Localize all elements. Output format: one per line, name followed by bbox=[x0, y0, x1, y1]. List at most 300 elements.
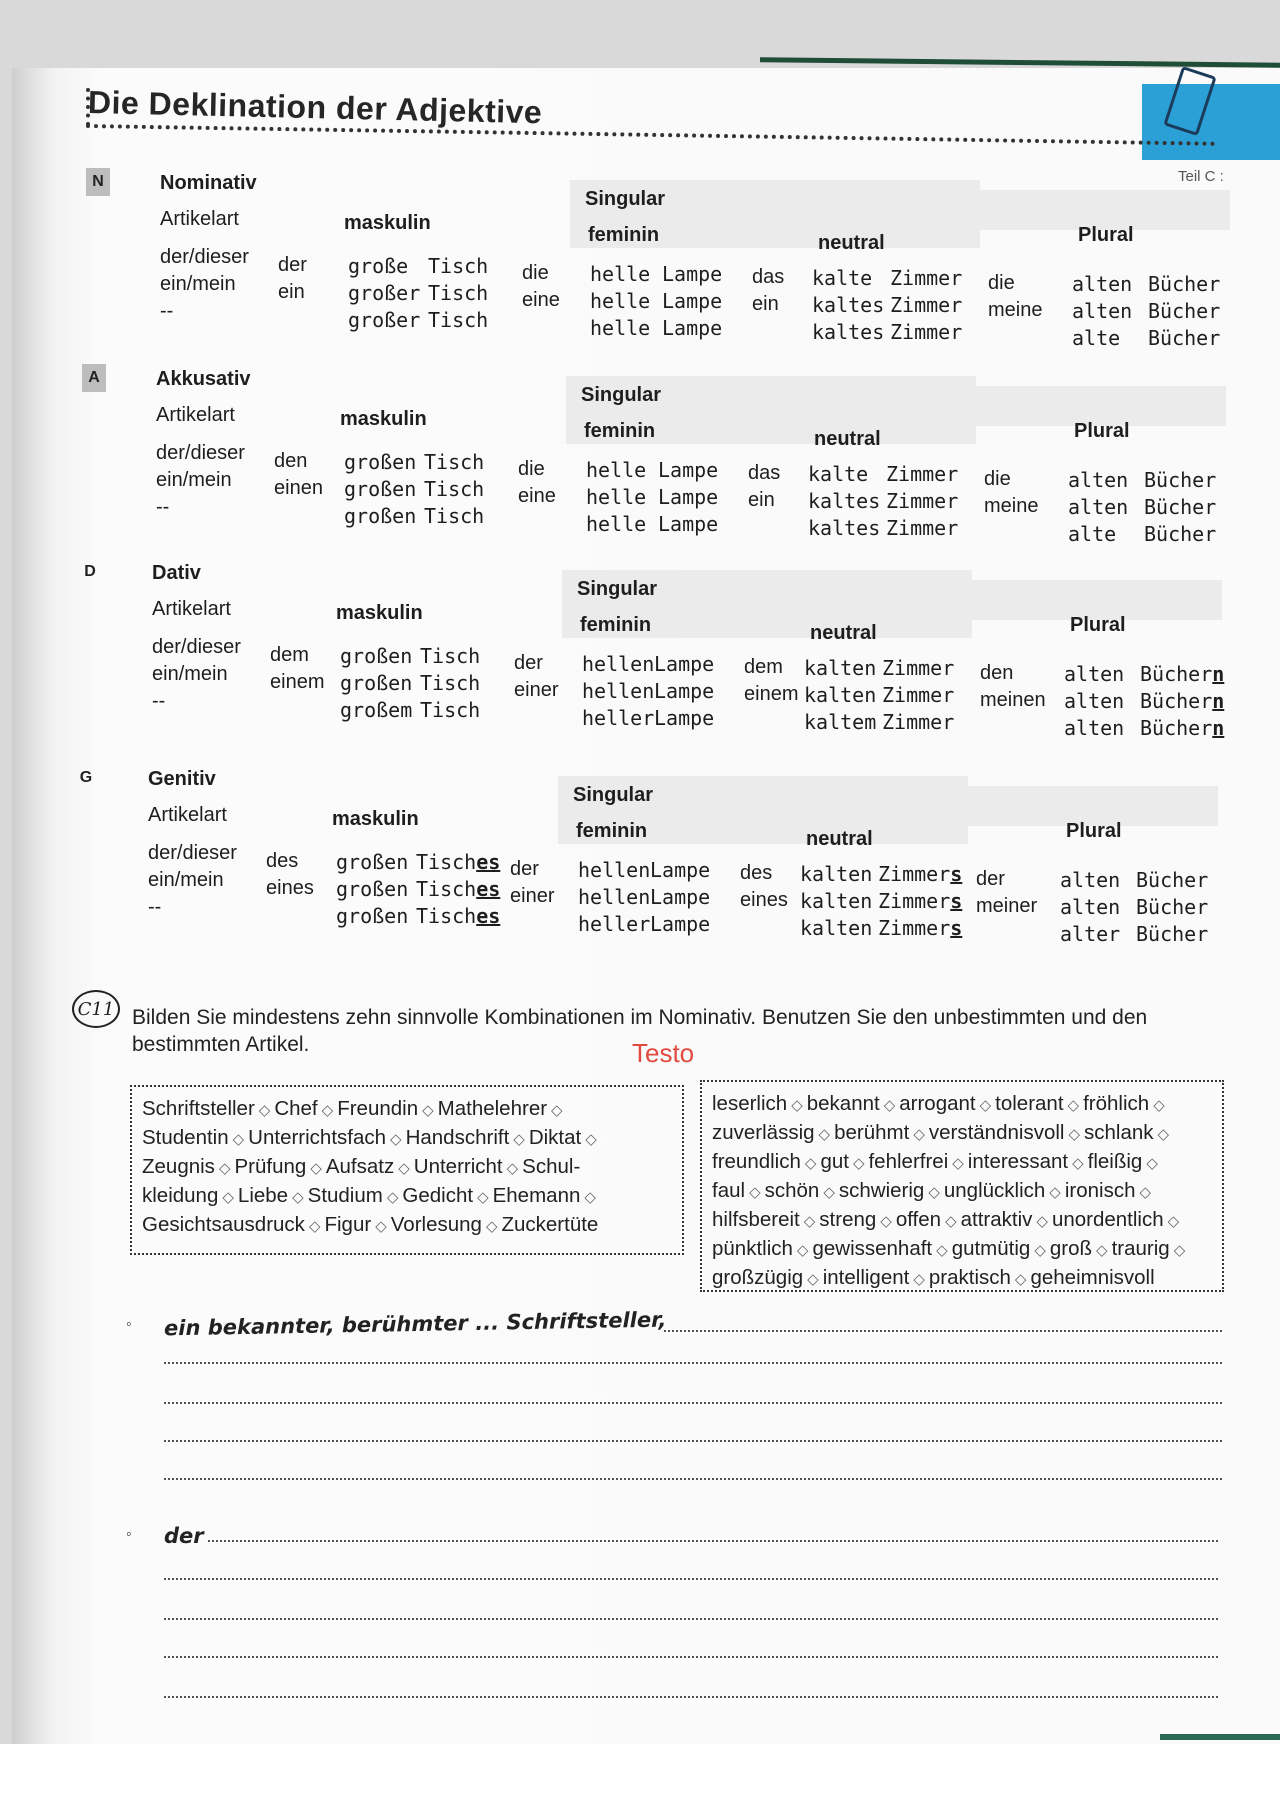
noun-cell: Zimmers bbox=[878, 889, 963, 913]
neut-article: des bbox=[740, 862, 773, 884]
fem-adjective: helle bbox=[586, 512, 647, 536]
noun-cell: Zimmer bbox=[882, 683, 955, 707]
neut-adjective: kalten bbox=[800, 862, 873, 886]
word-item: verständnisvoll bbox=[928, 1121, 1065, 1144]
masc-adjective: großen bbox=[336, 904, 409, 928]
noun-cell: Lampe bbox=[662, 289, 723, 313]
word-item: Studentin bbox=[142, 1126, 229, 1149]
separator-diamond-icon: ◇ bbox=[506, 1160, 519, 1177]
separator-diamond-icon: ◇ bbox=[585, 1131, 597, 1148]
case-letter-badge: N bbox=[86, 168, 110, 196]
case-block-dativ bbox=[0, 562, 1280, 762]
fem-adjective: helle bbox=[586, 485, 647, 509]
word-item: Schul- bbox=[522, 1155, 581, 1178]
singular-header: Singular bbox=[577, 578, 658, 600]
fem-adjective: helle bbox=[590, 262, 651, 286]
word-item: arrogant bbox=[899, 1092, 976, 1115]
noun-cell: Zimmer bbox=[882, 656, 955, 680]
word-item: Zeugnis bbox=[142, 1155, 215, 1178]
separator-diamond-icon: ◇ bbox=[945, 1213, 957, 1230]
noun-ending: es bbox=[476, 850, 501, 874]
noun-cell: Lampe bbox=[658, 512, 719, 536]
fem-article: der bbox=[514, 652, 543, 674]
case-letter-badge: D bbox=[84, 563, 96, 580]
noun-cell: Tisch bbox=[424, 450, 485, 474]
noun-cell: Lampe bbox=[662, 316, 723, 340]
word-item: fröhlich bbox=[1083, 1092, 1150, 1115]
separator-diamond-icon: ◇ bbox=[386, 1189, 399, 1206]
noun-cell: Tisch bbox=[420, 644, 481, 668]
article-type: ein/mein bbox=[152, 663, 228, 685]
word-item: Diktat bbox=[528, 1126, 582, 1149]
case-name: Genitiv bbox=[148, 768, 216, 790]
word-item: Prüfung bbox=[234, 1155, 307, 1178]
separator-diamond-icon: ◇ bbox=[477, 1189, 489, 1206]
fem-adjective: heller bbox=[582, 706, 655, 730]
green-rule bbox=[760, 57, 1280, 67]
separator-diamond-icon: ◇ bbox=[823, 1184, 835, 1201]
word-item: Figur bbox=[324, 1213, 372, 1236]
neut-adjective: kaltes bbox=[808, 489, 881, 513]
word-item: geheimnisvoll bbox=[1030, 1266, 1155, 1289]
article-type: ein/mein bbox=[148, 869, 224, 891]
plur-adjective: alten bbox=[1068, 495, 1129, 519]
plur-adjective: alten bbox=[1060, 895, 1121, 919]
answer-line[interactable] bbox=[164, 1618, 1218, 1620]
separator-diamond-icon: ◇ bbox=[1153, 1097, 1165, 1114]
neutral-header: neutral bbox=[806, 828, 873, 850]
noun-cell: Tisch bbox=[428, 308, 489, 332]
noun-cell: Lampe bbox=[658, 458, 719, 482]
neut-adjective: kaltes bbox=[812, 320, 885, 344]
masc-adjective: große bbox=[348, 254, 409, 278]
word-item: freundlich bbox=[712, 1150, 801, 1173]
feminin-header: feminin bbox=[588, 224, 660, 246]
fem-adjective: hellen bbox=[578, 858, 651, 882]
neut-adjective: kalte bbox=[812, 266, 873, 290]
masc-adjective: großen bbox=[344, 450, 417, 474]
singular-header: Singular bbox=[573, 784, 654, 806]
case-block-genitiv bbox=[0, 768, 1280, 968]
fem-adjective: helle bbox=[586, 458, 647, 482]
answer-line[interactable] bbox=[664, 1330, 1222, 1332]
noun-ending: es bbox=[476, 904, 501, 928]
separator-diamond-icon: ◇ bbox=[1157, 1126, 1170, 1143]
separator-diamond-icon: ◇ bbox=[258, 1102, 271, 1119]
word-item: attraktiv bbox=[960, 1208, 1033, 1231]
noun-cell: Lampe bbox=[662, 262, 723, 286]
article-type: der/dieser bbox=[156, 442, 245, 464]
article-type: der/dieser bbox=[152, 636, 241, 658]
neut-article: dem bbox=[744, 656, 783, 678]
separator-diamond-icon: ◇ bbox=[422, 1102, 434, 1119]
separator-diamond-icon: ◇ bbox=[390, 1131, 402, 1148]
noun-cell: Tisch bbox=[424, 504, 485, 528]
separator-diamond-icon: ◇ bbox=[749, 1184, 761, 1201]
separator-diamond-icon: ◇ bbox=[232, 1131, 245, 1148]
word-item: praktisch bbox=[928, 1266, 1011, 1289]
case-letter-badge: G bbox=[79, 769, 93, 786]
answer-line[interactable] bbox=[164, 1440, 1222, 1442]
noun-cell: Zimmer bbox=[886, 489, 959, 513]
page-background-bottom bbox=[0, 1744, 1280, 1811]
fem-article: der bbox=[510, 858, 539, 880]
noun-ending: n bbox=[1212, 662, 1225, 686]
separator-diamond-icon: ◇ bbox=[222, 1189, 234, 1206]
word-item: Unterrichtsfach bbox=[248, 1126, 387, 1149]
masc-adjective: großen bbox=[340, 644, 413, 668]
word-item: intelligent bbox=[822, 1266, 910, 1289]
example-answer-start: der bbox=[164, 1524, 204, 1548]
word-item: traurig bbox=[1111, 1237, 1170, 1260]
article-type: -- bbox=[152, 690, 166, 712]
answer-line[interactable] bbox=[164, 1696, 1218, 1698]
fem-article: die bbox=[522, 262, 549, 284]
word-item: Unterricht bbox=[413, 1155, 503, 1178]
plural-header: Plural bbox=[1078, 224, 1134, 246]
case-block-nominativ bbox=[0, 172, 1280, 372]
annotation-text: Testo bbox=[632, 1038, 695, 1068]
masc-adjective: großer bbox=[348, 308, 421, 332]
plur-adjective: alten bbox=[1068, 468, 1129, 492]
word-item: großzügig bbox=[712, 1266, 804, 1289]
example-answer: ein bekannter, berühmter ... Schriftsteller, bbox=[163, 1307, 667, 1341]
word-item: Freundin bbox=[337, 1097, 419, 1120]
singular-header: Singular bbox=[585, 188, 666, 210]
neut-article: eines bbox=[740, 889, 788, 911]
case-name: Akkusativ bbox=[156, 368, 251, 390]
neut-adjective: kaltes bbox=[812, 293, 885, 317]
neut-article: ein bbox=[752, 293, 779, 315]
neut-adjective: kalten bbox=[800, 916, 873, 940]
noun-cell: Zimmer bbox=[890, 266, 963, 290]
noun-cell: Bücher bbox=[1136, 922, 1209, 946]
separator-diamond-icon: ◇ bbox=[551, 1102, 563, 1119]
plur-article: meinen bbox=[980, 689, 1046, 711]
plur-adjective: alten bbox=[1072, 272, 1133, 296]
word-item: kleidung bbox=[142, 1184, 219, 1207]
separator-diamond-icon: ◇ bbox=[1034, 1242, 1046, 1259]
noun-cell: Bücher bbox=[1148, 272, 1221, 296]
chapter-tab bbox=[1142, 84, 1280, 160]
separator-diamond-icon: ◇ bbox=[880, 1213, 892, 1230]
word-item: schwierig bbox=[838, 1179, 925, 1202]
exercise-instruction: Bilden Sie mindestens zehn sinnvolle Kombinationen im Nominativ. Benutzen Sie den unbestimmten und den bestimmten Artikel. bbox=[132, 1006, 1148, 1056]
plur-adjective: alten bbox=[1064, 662, 1125, 686]
answer-line[interactable] bbox=[164, 1656, 1218, 1658]
neut-article: das bbox=[752, 266, 785, 288]
separator-diamond-icon: ◇ bbox=[1072, 1155, 1084, 1172]
section-label: Teil C : bbox=[1178, 168, 1224, 185]
noun-cell: Tisch bbox=[420, 671, 481, 695]
separator-diamond-icon: ◇ bbox=[913, 1271, 925, 1288]
separator-diamond-icon: ◇ bbox=[803, 1213, 816, 1230]
article-type: ein/mein bbox=[156, 469, 232, 491]
noun-cell: Tisch bbox=[428, 254, 489, 278]
word-item: berühmt bbox=[834, 1121, 910, 1144]
separator-diamond-icon: ◇ bbox=[979, 1097, 992, 1114]
separator-diamond-icon: ◇ bbox=[321, 1102, 334, 1119]
plur-article: meine bbox=[984, 495, 1039, 517]
answer-line[interactable] bbox=[164, 1578, 1218, 1580]
artikelart-label: Artikelart bbox=[156, 404, 235, 426]
separator-diamond-icon: ◇ bbox=[796, 1242, 809, 1259]
word-item: zuverlässig bbox=[712, 1121, 815, 1144]
plural-header: Plural bbox=[1066, 820, 1122, 842]
separator-diamond-icon: ◇ bbox=[308, 1218, 321, 1235]
fem-adjective: helle bbox=[590, 316, 651, 340]
plur-article: den bbox=[980, 662, 1014, 684]
word-item: bekannt bbox=[806, 1092, 880, 1115]
noun-cell: Zimmer bbox=[890, 293, 963, 317]
word-item: gewissenhaft bbox=[812, 1237, 933, 1260]
separator-diamond-icon: ◇ bbox=[513, 1131, 525, 1148]
noun-cell: Zimmer bbox=[890, 320, 963, 344]
separator-diamond-icon: ◇ bbox=[791, 1097, 803, 1114]
noun-cell: Zimmers bbox=[878, 862, 963, 886]
article-type: der/dieser bbox=[160, 246, 249, 268]
masc-article: ein bbox=[278, 281, 305, 303]
separator-diamond-icon: ◇ bbox=[1167, 1213, 1180, 1230]
feminin-header: feminin bbox=[576, 820, 648, 842]
noun-cell: Zimmer bbox=[882, 710, 955, 734]
fem-adjective: hellen bbox=[578, 885, 651, 909]
exercise-number: C11 bbox=[72, 990, 120, 1028]
masc-article: der bbox=[278, 254, 307, 276]
masc-adjective: großer bbox=[348, 281, 421, 305]
fem-article: eine bbox=[518, 485, 556, 507]
separator-diamond-icon: ◇ bbox=[883, 1097, 896, 1114]
noun-cell: Lampe bbox=[650, 912, 711, 936]
separator-diamond-icon: ◇ bbox=[1036, 1213, 1048, 1230]
fem-adjective: hellen bbox=[582, 679, 655, 703]
masc-adjective: großen bbox=[336, 877, 409, 901]
artikelart-label: Artikelart bbox=[160, 208, 239, 230]
separator-diamond-icon: ◇ bbox=[1096, 1242, 1108, 1259]
word-item: faul bbox=[712, 1179, 746, 1202]
neut-adjective: kalte bbox=[808, 462, 869, 486]
page-title: Die Deklination der Adjektive bbox=[87, 84, 543, 131]
word-item: Zuckertüte bbox=[501, 1213, 599, 1236]
word-item: Gedicht bbox=[402, 1184, 474, 1207]
noun-cell: Bücher bbox=[1144, 468, 1217, 492]
word-item: Gesichtsausdruck bbox=[142, 1213, 305, 1236]
adjective-word-box bbox=[700, 1080, 1224, 1292]
neutral-header: neutral bbox=[818, 232, 885, 254]
article-type: -- bbox=[148, 896, 162, 918]
answer-line[interactable] bbox=[164, 1478, 1222, 1480]
word-item: Vorlesung bbox=[390, 1213, 482, 1236]
plur-adjective: alten bbox=[1060, 868, 1121, 892]
case-name: Dativ bbox=[152, 562, 201, 584]
masc-article: des bbox=[266, 850, 299, 872]
word-item: Aufsatz bbox=[325, 1155, 395, 1178]
separator-diamond-icon: ◇ bbox=[928, 1184, 940, 1201]
maskulin-header: maskulin bbox=[344, 212, 431, 234]
green-rule-bottom bbox=[1160, 1734, 1280, 1740]
separator-diamond-icon: ◇ bbox=[1173, 1242, 1186, 1259]
noun-ending: n bbox=[1212, 716, 1225, 740]
separator-diamond-icon: ◇ bbox=[1049, 1184, 1061, 1201]
masc-adjective: großen bbox=[336, 850, 409, 874]
singular-header: Singular bbox=[581, 384, 662, 406]
separator-diamond-icon: ◇ bbox=[804, 1155, 817, 1172]
plur-adjective: alte bbox=[1068, 522, 1117, 546]
noun-cell: Lampe bbox=[654, 652, 715, 676]
article-type: -- bbox=[160, 300, 174, 322]
noun-word-box bbox=[130, 1085, 684, 1255]
separator-diamond-icon: ◇ bbox=[375, 1218, 387, 1235]
separator-diamond-icon: ◇ bbox=[936, 1242, 948, 1259]
word-item: unordentlich bbox=[1051, 1208, 1164, 1231]
neut-adjective: kaltes bbox=[808, 516, 881, 540]
noun-ending: n bbox=[1212, 689, 1225, 713]
noun-cell: Lampe bbox=[650, 885, 711, 909]
plur-article: meiner bbox=[976, 895, 1038, 917]
neut-article: das bbox=[748, 462, 781, 484]
plur-article: meine bbox=[988, 299, 1043, 321]
neut-adjective: kalten bbox=[804, 656, 877, 680]
word-item: gut bbox=[820, 1150, 849, 1173]
answer-line[interactable] bbox=[164, 1362, 1222, 1364]
noun-cell: Lampe bbox=[654, 706, 715, 730]
maskulin-header: maskulin bbox=[336, 602, 423, 624]
plur-adjective: alte bbox=[1072, 326, 1121, 350]
word-item: Handschrift bbox=[405, 1126, 510, 1149]
fem-adjective: heller bbox=[578, 912, 651, 936]
masc-adjective: großem bbox=[340, 698, 413, 722]
noun-cell: Bücher bbox=[1144, 522, 1217, 546]
separator-diamond-icon: ◇ bbox=[1014, 1271, 1027, 1288]
word-item: schlank bbox=[1084, 1121, 1154, 1144]
noun-ending: s bbox=[950, 889, 963, 913]
neut-adjective: kalten bbox=[800, 889, 873, 913]
article-type: ein/mein bbox=[160, 273, 236, 295]
word-item: unglücklich bbox=[943, 1179, 1046, 1202]
noun-cell: Tisch bbox=[420, 698, 481, 722]
plur-article: die bbox=[984, 468, 1011, 490]
noun-cell: Zimmers bbox=[878, 916, 963, 940]
word-item: Liebe bbox=[237, 1184, 289, 1207]
word-item: Chef bbox=[274, 1097, 318, 1120]
word-item: fleißig bbox=[1087, 1150, 1143, 1173]
neut-article: einem bbox=[744, 683, 799, 705]
plural-header: Plural bbox=[1070, 614, 1126, 636]
word-item: Ehemann bbox=[492, 1184, 581, 1207]
separator-diamond-icon: ◇ bbox=[292, 1189, 304, 1206]
maskulin-header: maskulin bbox=[332, 808, 419, 830]
separator-diamond-icon: ◇ bbox=[952, 1155, 964, 1172]
fem-adjective: helle bbox=[590, 289, 651, 313]
masc-article: einen bbox=[274, 477, 323, 499]
separator-diamond-icon: ◇ bbox=[398, 1160, 410, 1177]
artikelart-label: Artikelart bbox=[148, 804, 227, 826]
separator-diamond-icon: ◇ bbox=[1068, 1126, 1080, 1143]
neut-adjective: kalten bbox=[804, 683, 877, 707]
word-item: schön bbox=[764, 1179, 820, 1202]
separator-diamond-icon: ◇ bbox=[1139, 1184, 1152, 1201]
separator-diamond-icon: ◇ bbox=[852, 1155, 865, 1172]
word-item: streng bbox=[819, 1208, 877, 1231]
neut-adjective: kaltem bbox=[804, 710, 877, 734]
masc-adjective: großen bbox=[344, 504, 417, 528]
plur-adjective: alten bbox=[1064, 689, 1125, 713]
word-item: interessant bbox=[967, 1150, 1069, 1173]
separator-diamond-icon: ◇ bbox=[1146, 1155, 1158, 1172]
word-item: gutmütig bbox=[951, 1237, 1031, 1260]
noun-ending: es bbox=[476, 877, 501, 901]
separator-diamond-icon: ◇ bbox=[218, 1160, 231, 1177]
case-block-akkusativ bbox=[0, 368, 1280, 568]
word-item: groß bbox=[1049, 1237, 1093, 1260]
fem-article: einer bbox=[510, 885, 555, 907]
separator-diamond-icon: ◇ bbox=[818, 1126, 831, 1143]
noun-cell: Tisch bbox=[428, 281, 489, 305]
noun-cell: Zimmer bbox=[886, 516, 959, 540]
word-item: hilfsbereit bbox=[712, 1208, 800, 1231]
word-item: fehlerfrei bbox=[868, 1150, 949, 1173]
bullet-icon: ◦ bbox=[126, 1526, 132, 1543]
masc-adjective: großen bbox=[340, 671, 413, 695]
noun-cell: Tisches bbox=[416, 877, 501, 901]
answer-line[interactable] bbox=[164, 1402, 1222, 1404]
masc-article: einem bbox=[270, 671, 325, 693]
plural-header: Plural bbox=[1074, 420, 1130, 442]
plur-adjective: alter bbox=[1060, 922, 1121, 946]
case-letter-badge: A bbox=[82, 364, 106, 392]
word-item: Studium bbox=[307, 1184, 383, 1207]
masc-article: dem bbox=[270, 644, 309, 666]
noun-cell: Bücher bbox=[1144, 495, 1217, 519]
article-type: -- bbox=[156, 496, 170, 518]
separator-diamond-icon: ◇ bbox=[1067, 1097, 1080, 1114]
separator-diamond-icon: ◇ bbox=[485, 1218, 498, 1235]
word-item: tolerant bbox=[995, 1092, 1064, 1115]
noun-ending: s bbox=[950, 862, 963, 886]
word-item: Schriftsteller bbox=[142, 1097, 255, 1120]
masc-article: den bbox=[274, 450, 308, 472]
separator-diamond-icon: ◇ bbox=[807, 1271, 819, 1288]
noun-cell: Tisch bbox=[424, 477, 485, 501]
maskulin-header: maskulin bbox=[340, 408, 427, 430]
neutral-header: neutral bbox=[810, 622, 877, 644]
feminin-header: feminin bbox=[584, 420, 656, 442]
noun-cell: Bücher bbox=[1148, 326, 1221, 350]
noun-ending: s bbox=[950, 916, 963, 940]
noun-cell: Tisches bbox=[416, 850, 501, 874]
noun-cell: Büchern bbox=[1140, 716, 1225, 740]
answer-line[interactable] bbox=[208, 1540, 1218, 1542]
plur-adjective: alten bbox=[1064, 716, 1125, 740]
noun-cell: Lampe bbox=[650, 858, 711, 882]
bullet-icon: ◦ bbox=[126, 1316, 132, 1333]
noun-cell: Bücher bbox=[1148, 299, 1221, 323]
word-item: Mathelehrer bbox=[437, 1097, 548, 1120]
fem-article: die bbox=[518, 458, 545, 480]
separator-diamond-icon: ◇ bbox=[584, 1189, 596, 1206]
noun-cell: Büchern bbox=[1140, 662, 1225, 686]
case-name: Nominativ bbox=[160, 172, 257, 194]
article-type: der/dieser bbox=[148, 842, 237, 864]
word-item: pünktlich bbox=[712, 1237, 793, 1260]
separator-diamond-icon: ◇ bbox=[310, 1160, 322, 1177]
fem-article: eine bbox=[522, 289, 560, 311]
noun-cell: Tisches bbox=[416, 904, 501, 928]
word-item: ironisch bbox=[1064, 1179, 1136, 1202]
artikelart-label: Artikelart bbox=[152, 598, 231, 620]
feminin-header: feminin bbox=[580, 614, 652, 636]
word-item: offen bbox=[895, 1208, 942, 1231]
